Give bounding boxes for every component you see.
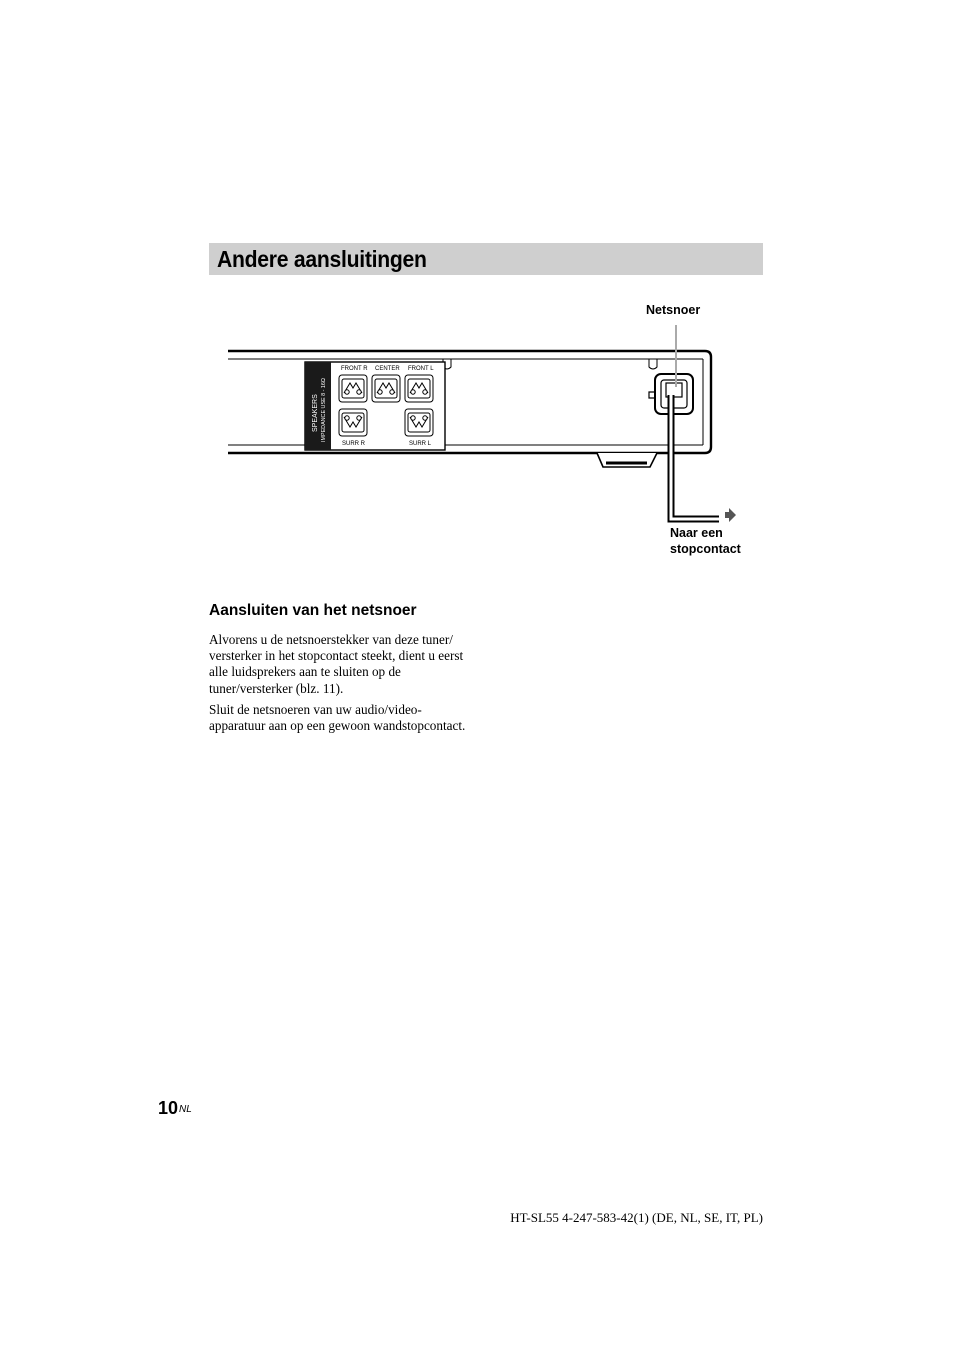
label-surr-r: SURR R [342,441,366,447]
terminal-surr-l [405,409,433,436]
rear-panel-figure [225,295,765,560]
label-front-l: FRONT L [408,366,434,372]
arrow-right-icon [725,508,736,522]
speaker-terminal-panel [305,362,445,450]
section-header-band [209,243,763,275]
rear-panel-illustration [225,295,765,560]
callout-outlet [670,525,770,557]
footer-model-code: HT-SL55 4-247-583-42(1) (DE, NL, SE, IT, PL) [510,1210,763,1225]
terminal-surr-r [339,409,367,436]
foot [597,453,657,467]
chassis [228,351,711,453]
page-number [158,1097,192,1119]
callout-outlet-line1: Naar een [670,526,723,540]
body-paragraph-1: Alvorens u de netsnoerstekker van deze tuner/ versterker in het stopcontact steekt, dient u eerst alle luidsprekers aan te sluiten op de tuner/versterker (blz. 11). [209,632,464,696]
subsection-heading: Aansluiten van het netsnoer [209,602,417,619]
label-surr-l: SURR L [409,441,432,447]
label-front-r: FRONT R [341,366,368,372]
section-title: Andere aansluitingen [217,246,427,272]
callout-outlet-line2: stopcontact [670,542,741,556]
body-paragraph-2: Sluit de netsnoeren van uw audio/video-apparatuur aan op een gewoon wandstopcontact. [209,702,466,734]
label-center: CENTER [375,366,400,372]
terminal-center [372,375,400,402]
terminal-front-r [339,375,367,402]
page-number-value: 10 [158,1098,179,1118]
terminal-front-l [405,375,433,402]
panel-impedance-label: IMPEDANCE USE 8 - 16Ω [321,378,327,442]
page-language-suffix: NL [179,1104,192,1115]
panel-speakers-label: SPEAKERS [312,394,319,432]
callout-netsnoer: Netsnoer [646,303,701,317]
